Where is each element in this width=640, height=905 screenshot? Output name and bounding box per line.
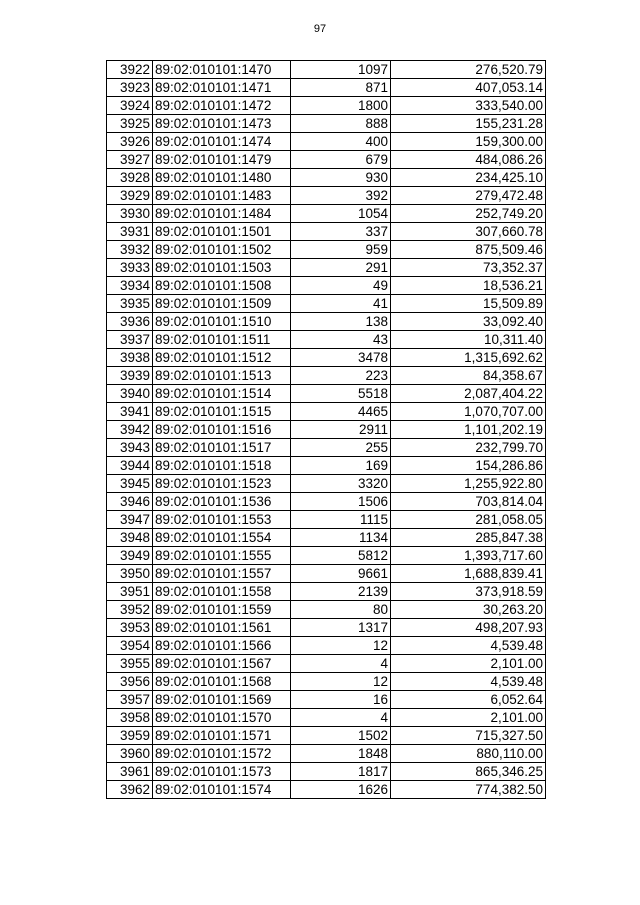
row-number-cell: 3950 bbox=[107, 565, 153, 583]
page-number: 97 bbox=[313, 23, 327, 35]
area-cell: 1626 bbox=[291, 781, 391, 799]
table-row bbox=[107, 583, 546, 601]
table-row bbox=[107, 745, 546, 763]
table-row bbox=[107, 457, 546, 475]
value-cell: 279,472.48 bbox=[391, 187, 546, 205]
cadastral-number-cell: 89:02:010101:1553 bbox=[153, 511, 291, 529]
value-cell: 234,425.10 bbox=[391, 169, 546, 187]
row-number-cell: 3961 bbox=[107, 763, 153, 781]
table-row bbox=[107, 565, 546, 583]
value-cell: 84,358.67 bbox=[391, 367, 546, 385]
area-cell: 1800 bbox=[291, 97, 391, 115]
row-number-cell: 3954 bbox=[107, 637, 153, 655]
cadastral-number-cell: 89:02:010101:1568 bbox=[153, 673, 291, 691]
table-row bbox=[107, 763, 546, 781]
table-row bbox=[107, 493, 546, 511]
area-cell: 291 bbox=[291, 259, 391, 277]
value-cell: 15,509.89 bbox=[391, 295, 546, 313]
value-cell: 373,918.59 bbox=[391, 583, 546, 601]
cadastral-number-cell: 89:02:010101:1511 bbox=[153, 331, 291, 349]
table-row bbox=[107, 529, 546, 547]
area-cell: 12 bbox=[291, 637, 391, 655]
row-number-cell: 3945 bbox=[107, 475, 153, 493]
cadastral-number-cell: 89:02:010101:1480 bbox=[153, 169, 291, 187]
cadastral-number-cell: 89:02:010101:1470 bbox=[153, 61, 291, 79]
cadastral-number-cell: 89:02:010101:1571 bbox=[153, 727, 291, 745]
cadastral-number-cell: 89:02:010101:1536 bbox=[153, 493, 291, 511]
value-cell: 10,311.40 bbox=[391, 331, 546, 349]
value-cell: 1,255,922.80 bbox=[391, 475, 546, 493]
row-number-cell: 3959 bbox=[107, 727, 153, 745]
cadastral-number-cell: 89:02:010101:1515 bbox=[153, 403, 291, 421]
table-row bbox=[107, 169, 546, 187]
value-cell: 307,660.78 bbox=[391, 223, 546, 241]
table-row bbox=[107, 61, 546, 79]
area-cell: 2911 bbox=[291, 421, 391, 439]
cadastral-number-cell: 89:02:010101:1471 bbox=[153, 79, 291, 97]
data-table bbox=[106, 60, 546, 799]
row-number-cell: 3928 bbox=[107, 169, 153, 187]
area-cell: 169 bbox=[291, 457, 391, 475]
cadastral-number-cell: 89:02:010101:1570 bbox=[153, 709, 291, 727]
value-cell: 484,086.26 bbox=[391, 151, 546, 169]
cadastral-number-cell: 89:02:010101:1554 bbox=[153, 529, 291, 547]
table-row bbox=[107, 619, 546, 637]
area-cell: 12 bbox=[291, 673, 391, 691]
row-number-cell: 3952 bbox=[107, 601, 153, 619]
area-cell: 138 bbox=[291, 313, 391, 331]
row-number-cell: 3930 bbox=[107, 205, 153, 223]
area-cell: 1817 bbox=[291, 763, 391, 781]
area-cell: 16 bbox=[291, 691, 391, 709]
value-cell: 333,540.00 bbox=[391, 97, 546, 115]
area-cell: 1097 bbox=[291, 61, 391, 79]
value-cell: 407,053.14 bbox=[391, 79, 546, 97]
cadastral-number-cell: 89:02:010101:1484 bbox=[153, 205, 291, 223]
value-cell: 498,207.93 bbox=[391, 619, 546, 637]
cadastral-number-cell: 89:02:010101:1572 bbox=[153, 745, 291, 763]
row-number-cell: 3932 bbox=[107, 241, 153, 259]
table-row bbox=[107, 151, 546, 169]
row-number-cell: 3956 bbox=[107, 673, 153, 691]
cadastral-number-cell: 89:02:010101:1509 bbox=[153, 295, 291, 313]
area-cell: 5812 bbox=[291, 547, 391, 565]
area-cell: 255 bbox=[291, 439, 391, 457]
table-row bbox=[107, 295, 546, 313]
table-row bbox=[107, 97, 546, 115]
table-row bbox=[107, 403, 546, 421]
area-cell: 400 bbox=[291, 133, 391, 151]
cadastral-number-cell: 89:02:010101:1518 bbox=[153, 457, 291, 475]
value-cell: 1,070,707.00 bbox=[391, 403, 546, 421]
table-row bbox=[107, 313, 546, 331]
row-number-cell: 3960 bbox=[107, 745, 153, 763]
area-cell: 1317 bbox=[291, 619, 391, 637]
row-number-cell: 3941 bbox=[107, 403, 153, 421]
area-cell: 392 bbox=[291, 187, 391, 205]
table-row bbox=[107, 133, 546, 151]
value-cell: 6,052.64 bbox=[391, 691, 546, 709]
value-cell: 276,520.79 bbox=[391, 61, 546, 79]
cadastral-number-cell: 89:02:010101:1569 bbox=[153, 691, 291, 709]
cadastral-number-cell: 89:02:010101:1567 bbox=[153, 655, 291, 673]
row-number-cell: 3927 bbox=[107, 151, 153, 169]
value-cell: 285,847.38 bbox=[391, 529, 546, 547]
row-number-cell: 3922 bbox=[107, 61, 153, 79]
row-number-cell: 3938 bbox=[107, 349, 153, 367]
area-cell: 3478 bbox=[291, 349, 391, 367]
area-cell: 1502 bbox=[291, 727, 391, 745]
cadastral-number-cell: 89:02:010101:1573 bbox=[153, 763, 291, 781]
table-row bbox=[107, 511, 546, 529]
area-cell: 959 bbox=[291, 241, 391, 259]
row-number-cell: 3943 bbox=[107, 439, 153, 457]
cadastral-number-cell: 89:02:010101:1479 bbox=[153, 151, 291, 169]
value-cell: 1,315,692.62 bbox=[391, 349, 546, 367]
area-cell: 2139 bbox=[291, 583, 391, 601]
value-cell: 1,688,839.41 bbox=[391, 565, 546, 583]
value-cell: 252,749.20 bbox=[391, 205, 546, 223]
cadastral-number-cell: 89:02:010101:1501 bbox=[153, 223, 291, 241]
cadastral-number-cell: 89:02:010101:1574 bbox=[153, 781, 291, 799]
value-cell: 1,393,717.60 bbox=[391, 547, 546, 565]
area-cell: 337 bbox=[291, 223, 391, 241]
row-number-cell: 3936 bbox=[107, 313, 153, 331]
value-cell: 2,101.00 bbox=[391, 655, 546, 673]
value-cell: 865,346.25 bbox=[391, 763, 546, 781]
table-body bbox=[107, 61, 546, 799]
row-number-cell: 3962 bbox=[107, 781, 153, 799]
area-cell: 9661 bbox=[291, 565, 391, 583]
table-row bbox=[107, 115, 546, 133]
table-row bbox=[107, 421, 546, 439]
area-cell: 888 bbox=[291, 115, 391, 133]
table-row bbox=[107, 367, 546, 385]
row-number-cell: 3958 bbox=[107, 709, 153, 727]
value-cell: 2,087,404.22 bbox=[391, 385, 546, 403]
cadastral-number-cell: 89:02:010101:1510 bbox=[153, 313, 291, 331]
row-number-cell: 3949 bbox=[107, 547, 153, 565]
table-row bbox=[107, 385, 546, 403]
cadastral-number-cell: 89:02:010101:1555 bbox=[153, 547, 291, 565]
table-row bbox=[107, 691, 546, 709]
value-cell: 159,300.00 bbox=[391, 133, 546, 151]
table-row bbox=[107, 349, 546, 367]
value-cell: 18,536.21 bbox=[391, 277, 546, 295]
area-cell: 4 bbox=[291, 709, 391, 727]
row-number-cell: 3946 bbox=[107, 493, 153, 511]
value-cell: 4,539.48 bbox=[391, 637, 546, 655]
area-cell: 4465 bbox=[291, 403, 391, 421]
value-cell: 155,231.28 bbox=[391, 115, 546, 133]
cadastral-number-cell: 89:02:010101:1523 bbox=[153, 475, 291, 493]
row-number-cell: 3955 bbox=[107, 655, 153, 673]
area-cell: 1848 bbox=[291, 745, 391, 763]
row-number-cell: 3942 bbox=[107, 421, 153, 439]
area-cell: 223 bbox=[291, 367, 391, 385]
area-cell: 5518 bbox=[291, 385, 391, 403]
value-cell: 715,327.50 bbox=[391, 727, 546, 745]
value-cell: 703,814.04 bbox=[391, 493, 546, 511]
value-cell: 774,382.50 bbox=[391, 781, 546, 799]
area-cell: 1134 bbox=[291, 529, 391, 547]
value-cell: 281,058.05 bbox=[391, 511, 546, 529]
row-number-cell: 3951 bbox=[107, 583, 153, 601]
area-cell: 1054 bbox=[291, 205, 391, 223]
cadastral-number-cell: 89:02:010101:1512 bbox=[153, 349, 291, 367]
row-number-cell: 3929 bbox=[107, 187, 153, 205]
cadastral-number-cell: 89:02:010101:1517 bbox=[153, 439, 291, 457]
table-row bbox=[107, 277, 546, 295]
area-cell: 4 bbox=[291, 655, 391, 673]
row-number-cell: 3957 bbox=[107, 691, 153, 709]
cadastral-number-cell: 89:02:010101:1473 bbox=[153, 115, 291, 133]
cadastral-number-cell: 89:02:010101:1474 bbox=[153, 133, 291, 151]
table-row bbox=[107, 547, 546, 565]
cadastral-number-cell: 89:02:010101:1558 bbox=[153, 583, 291, 601]
value-cell: 4,539.48 bbox=[391, 673, 546, 691]
table-row bbox=[107, 475, 546, 493]
row-number-cell: 3925 bbox=[107, 115, 153, 133]
table-row bbox=[107, 727, 546, 745]
row-number-cell: 3937 bbox=[107, 331, 153, 349]
cadastral-number-cell: 89:02:010101:1502 bbox=[153, 241, 291, 259]
table-row bbox=[107, 673, 546, 691]
cadastral-number-cell: 89:02:010101:1508 bbox=[153, 277, 291, 295]
table-row bbox=[107, 187, 546, 205]
value-cell: 154,286.86 bbox=[391, 457, 546, 475]
value-cell: 73,352.37 bbox=[391, 259, 546, 277]
row-number-cell: 3926 bbox=[107, 133, 153, 151]
cadastral-number-cell: 89:02:010101:1559 bbox=[153, 601, 291, 619]
value-cell: 2,101.00 bbox=[391, 709, 546, 727]
table-row bbox=[107, 637, 546, 655]
row-number-cell: 3931 bbox=[107, 223, 153, 241]
area-cell: 41 bbox=[291, 295, 391, 313]
cadastral-number-cell: 89:02:010101:1514 bbox=[153, 385, 291, 403]
area-cell: 679 bbox=[291, 151, 391, 169]
area-cell: 49 bbox=[291, 277, 391, 295]
row-number-cell: 3924 bbox=[107, 97, 153, 115]
value-cell: 30,263.20 bbox=[391, 601, 546, 619]
table-row bbox=[107, 331, 546, 349]
value-cell: 880,110.00 bbox=[391, 745, 546, 763]
table-row bbox=[107, 781, 546, 799]
cadastral-number-cell: 89:02:010101:1472 bbox=[153, 97, 291, 115]
area-cell: 930 bbox=[291, 169, 391, 187]
area-cell: 43 bbox=[291, 331, 391, 349]
row-number-cell: 3953 bbox=[107, 619, 153, 637]
table-row bbox=[107, 655, 546, 673]
area-cell: 3320 bbox=[291, 475, 391, 493]
row-number-cell: 3923 bbox=[107, 79, 153, 97]
table-row bbox=[107, 79, 546, 97]
area-cell: 871 bbox=[291, 79, 391, 97]
area-cell: 80 bbox=[291, 601, 391, 619]
area-cell: 1115 bbox=[291, 511, 391, 529]
table-row bbox=[107, 205, 546, 223]
row-number-cell: 3944 bbox=[107, 457, 153, 475]
cadastral-number-cell: 89:02:010101:1561 bbox=[153, 619, 291, 637]
table-row bbox=[107, 223, 546, 241]
table-row bbox=[107, 241, 546, 259]
value-cell: 33,092.40 bbox=[391, 313, 546, 331]
cadastral-number-cell: 89:02:010101:1557 bbox=[153, 565, 291, 583]
cadastral-number-cell: 89:02:010101:1516 bbox=[153, 421, 291, 439]
table-row bbox=[107, 439, 546, 457]
row-number-cell: 3947 bbox=[107, 511, 153, 529]
value-cell: 232,799.70 bbox=[391, 439, 546, 457]
row-number-cell: 3933 bbox=[107, 259, 153, 277]
cadastral-number-cell: 89:02:010101:1566 bbox=[153, 637, 291, 655]
row-number-cell: 3940 bbox=[107, 385, 153, 403]
row-number-cell: 3948 bbox=[107, 529, 153, 547]
table-row bbox=[107, 259, 546, 277]
cadastral-number-cell: 89:02:010101:1503 bbox=[153, 259, 291, 277]
value-cell: 1,101,202.19 bbox=[391, 421, 546, 439]
cadastral-number-cell: 89:02:010101:1483 bbox=[153, 187, 291, 205]
table-row bbox=[107, 709, 546, 727]
value-cell: 875,509.46 bbox=[391, 241, 546, 259]
row-number-cell: 3935 bbox=[107, 295, 153, 313]
row-number-cell: 3934 bbox=[107, 277, 153, 295]
table-row bbox=[107, 601, 546, 619]
row-number-cell: 3939 bbox=[107, 367, 153, 385]
area-cell: 1506 bbox=[291, 493, 391, 511]
cadastral-number-cell: 89:02:010101:1513 bbox=[153, 367, 291, 385]
